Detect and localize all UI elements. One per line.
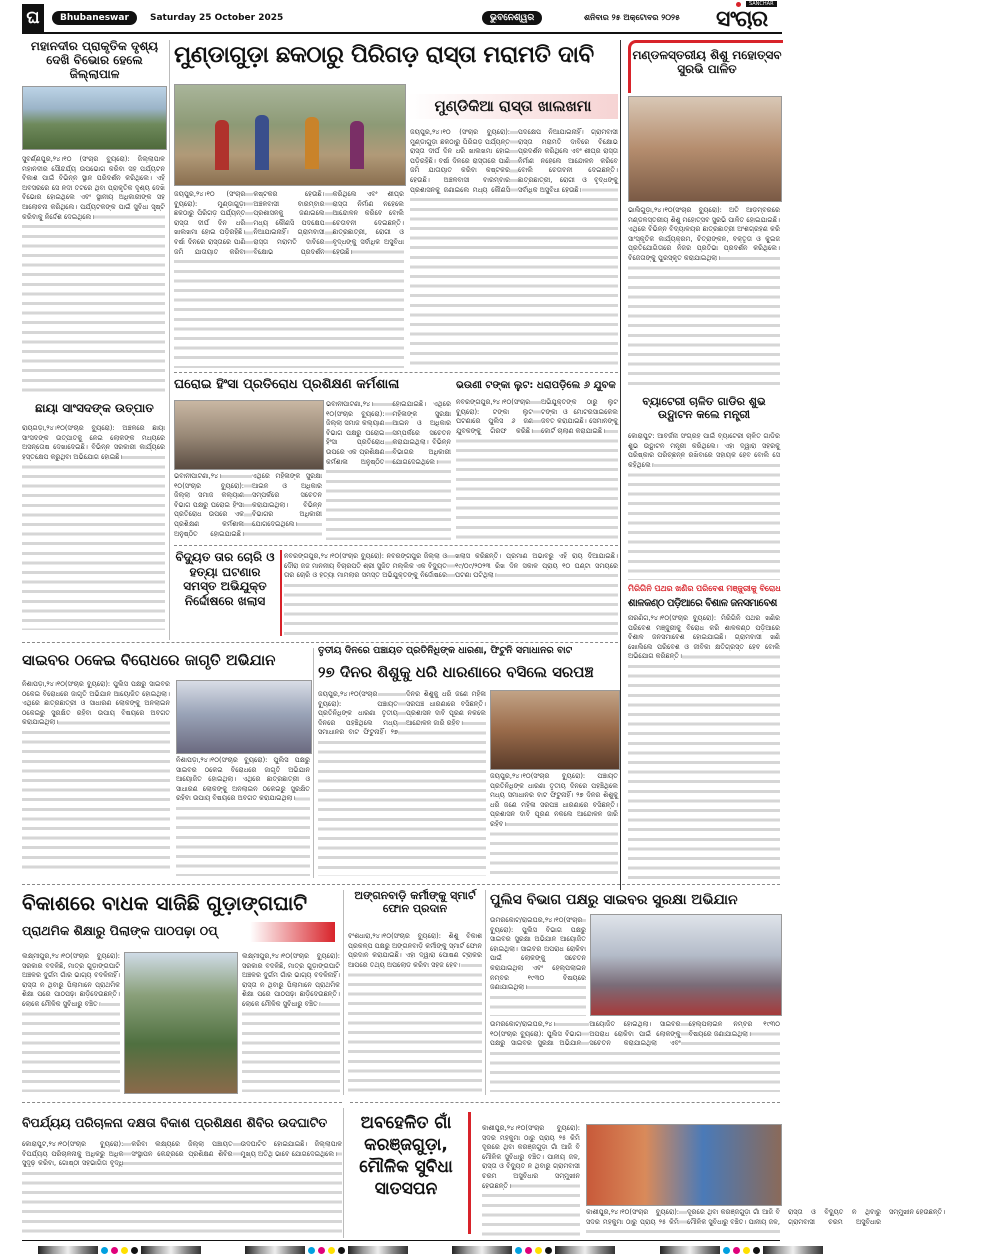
gharoi-photo	[174, 400, 324, 470]
biparjyay-body: କୋରାପୁଟ,୨୪।୧୦(ସଂଚାର ବ୍ୟୁରୋ): ବିପର୍ଯ୍ୟୟ ପରିଚାଳନାକୁ ଅଧିକରୁ ଅଧିକ ସୁଦୃଢ଼ କରିବା, ଗୋଷ୍ଠୀ ସହଭାଗିତା ବୃଦ୍ଧି କରିବା ଲକ୍ଷ୍ୟରେ ଜିଲ୍ଲା ପଞ୍ଚାୟତ ସଂସ୍ଥାପନ କେନ୍ଦ୍ରରେ ପ୍ରଶିକ୍ଷଣ ଶିବିର ଉଦଘାଟିତ ହୋଇଯାଇଛି। ଜିଲ୍ଲାପାଳ ମୁଖ୍ୟ ଅତିଥି ଭାବେ ଯୋଗଦେଇଥିଲେ।	[22, 1140, 342, 1236]
date-en: Saturday 25 October 2025	[150, 13, 284, 23]
main-photo	[174, 84, 406, 186]
cyber-photo	[176, 680, 312, 754]
gudanga-subhead: ପ୍ରାଥମିକ ଶିକ୍ଷାରୁ ପିଲାଙ୍କ ପାଠପଢ଼ା ଠପ୍	[22, 923, 218, 938]
shishu-body: ଭାଲିଗୁଡ଼ା,୨୪।୧୦(ସଂଚାର ବ୍ୟୁରୋ): ଅତି ଆଡ଼ମ୍ବରରେ ମଣ୍ଡଳସ୍ତରୀୟ ଶିଶୁ ମହୋତ୍ସବ ସୁରଭି ପାଳିତ ହୋଇଯାଇଛି। ଏଥିରେ ବିଭିନ୍ନ ବିଦ୍ୟାଳୟର ଛାତ୍ରଛାତ୍ରୀ ଅଂଶଗ୍ରହଣ କରି ସାଂସ୍କୃତିକ କାର୍ଯ୍ୟକ୍ରମ, ଚିତ୍ରାଙ୍କନ, ବକ୍ତୃତା ଓ କୁଇଜ ପ୍ରତିଯୋଗିତାରେ ନିଜର ପ୍ରତିଭା ପ୍ରଦର୍ଶନ କରିଥିଲେ। ବିଜେତାଙ୍କୁ ପୁରସ୍କୃତ କରାଯାଇଥିଲା।	[628, 206, 780, 391]
mirigini-headline: ଶାଳକଣ୍ଠ ପଡ଼ିଆରେ ବିଶାଳ ଜନସମାବେଶ	[628, 598, 777, 609]
karanja-headline: ଅବହେଳିତ ଗାଁ କରଞ୍ଜଗୁଡ଼ା, ମୌଳିକ ସୁବିଧା ସାତସପନ	[350, 1112, 471, 1234]
dharana-photo	[490, 690, 620, 770]
anganwadi-body: ବଂଶଧାରା,୨୪।୧୦(ସଂଚାର ବ୍ୟୁରୋ): ଶିଶୁ ବିକାଶ ପ୍ରକଳ୍ପ ପକ୍ଷରୁ ଅଙ୍ଗନବାଡ଼ି କର୍ମୀଙ୍କୁ ସ୍ମାର୍ଟ ଫୋନ ପ୍ରଦାନ କରାଯାଇଛି। ଏହା ଦ୍ୱାରା ପୋଷଣ ଟ୍ରାକର ଆପରେ ତଥ୍ୟ ଅପଲୋଡ କରିବା ସହଜ ହେବ।	[348, 932, 482, 1092]
chhaya-body: ରାୟଗଡ଼ା,୨୪।୧୦(ସଂଚାର ବ୍ୟୁରୋ): ଅଞ୍ଚଳରେ ଛାୟା ସାଂସଦଙ୍କ ଉତ୍ପାତକୁ ନେଇ ଲୋକଙ୍କ ମଧ୍ୟରେ ଅସନ୍ତୋଷ ଦେଖାଦେଇଛି। ବିଭିନ୍ନ ସରକାରୀ କାର୍ଯ୍ୟରେ ହସ୍ତକ୍ଷେପ କରୁଥିବା ଅଭିଯୋଗ ହୋଇଛି।	[22, 424, 165, 630]
gharoi-headline: ଘରୋଇ ହିଂସା ପ୍ରତିରୋଧ ପ୍ରଶିକ୍ଷଣ କର୍ମଶାଳା	[174, 377, 400, 392]
battery-body: କୋରାପୁଟ: ଆବର୍ଜନା ସଂଗ୍ରହ ପାଇଁ ବ୍ୟାଟେରୀ ଚାଳିତ ଗାଡିର ଶୁଭ ଉଦ୍ଘାଟନ ମନ୍ତ୍ରୀ କରିଥିଲେ। ଏହା ଦ୍ୱାରା ସହରକୁ ପରିଷ୍କାର ପରିଚ୍ଛନ୍ନ ରଖିବାରେ ସହାୟକ ହେବ ବୋଲି ସେ କହିଥିଲେ।	[628, 432, 780, 580]
gharoi-body-lower: ଭବାନୀପାଟଣା,୨୪।୧୦(ସଂଚାର ବ୍ୟୁରୋ): ଜିଲ୍ଲା ସମାଜ କଲ୍ୟାଣ ବିଭାଗ ପକ୍ଷରୁ ଘରୋଇ ହିଂସା ପ୍ରତିରୋଧ ଉପରେ ଏକ ପ୍ରଶିକ୍ଷଣ କର୍ମଶାଳା ଅନୁଷ୍ଠିତ ହୋଇଯାଇଛି। ଏଥିରେ ମହିଳାଙ୍କ ସୁରକ୍ଷା ଆଇନ ଓ ଅଧିକାର ସମ୍ପର୍କରେ ସଚେତନ କରାଯାଇଥିଲା। ବିଭିନ୍ନ ବିଭାଗର ଅଧିକାରୀ ଯୋଗଦେଇଥିଲେ।	[174, 472, 322, 540]
bidyut-body: ନବରଙ୍ଗପୁର,୨୪।୧୦(ସଂଚାର ବ୍ୟୁରୋ): ନବରଙ୍ଗପୁର ଜିଲ୍ଲା ଓ ଦୌରା ଜଜ ମାନନୀୟ ବିଚାରପତି ଶ୍ରୀ ସୁଜିତ ମଲ୍ଲିକ ଏକ ବିଦ୍ୟୁତ ତାର ଚୋରି ଓ ହତ୍ୟା ମାମଲାର ସମସ୍ତ ଅଭିଯୁକ୍ତଙ୍କୁ ନିର୍ଦ୍ଦୋଷରେ ଖଲାସ କରିଛନ୍ତି। ପ୍ରମାଣ ଅଭାବରୁ ଏହି ରାୟ ଦିଆଯାଇଛି। ୧୯/୦୯/୨୦୨୩ ରିଖ ଦିନ ସକାଳ ପ୍ରାୟ ୧୦ ଘଣ୍ଟା ସମୟରେ ଘଟଣା ଘଟିଥିଲା।	[284, 552, 618, 636]
biparjyay-headline: ବିପର୍ଯ୍ୟୟ ପରିଚାଳନା ଦକ୍ଷତା ବିକାଶ ପ୍ରଶିକ୍ଷଣ ଶିବିର ଉଦଘାଟିତ	[22, 1115, 328, 1130]
dharana-headline: ୨୭ ଦିନର ଶିଶୁକୁ ଧରି ଧାରଣାରେ ବସିଲେ ସରପଞ୍ଚ	[318, 663, 594, 681]
police-headline: ପୁଲିସ ବିଭାଗ ପକ୍ଷରୁ ସାଇବର ସୁରକ୍ଷା ଅଭିଯାନ	[490, 892, 738, 908]
cyber-body-left: ନିଶାପଡ଼ା,୨୪।୧୦(ସଂଚାର ବ୍ୟୁରୋ): ପୁଲିସ ପକ୍ଷରୁ ସାଇବର ଠକେଇ ବିରୋଧରେ ଜାଗୃତି ଅଭିଯାନ ଆୟୋଜିତ ହୋଇଥିଲା। ଏଥିରେ ଛାତ୍ରଛାତ୍ରୀ ଓ ସାଧାରଣ ଲୋକଙ୍କୁ ଅନଲାଇନ ଠକେଇରୁ ସୁରକ୍ଷିତ ରହିବା ଉପାୟ ବିଷୟରେ ଅବଗତ କରାଯାଇଥିଲା।	[22, 680, 170, 875]
bidyut-headline: ବିଦ୍ୟୁତ ତାର ଚୋରି ଓ ହତ୍ୟା ଘଟଣାର ସମସ୍ତ ଅଭିଯୁକ୍ତ ନିର୍ଦ୍ଦୋଷରେ ଖଲାସ	[174, 550, 282, 636]
logo: ସଂଚାର	[716, 7, 768, 32]
date-or: ଶନିବାର ୨୫ ଅକ୍ଟୋବର ୨୦୨୫	[584, 13, 681, 22]
logo-small: SANCHAR	[746, 1, 777, 7]
gudanga-headline: ବିକାଶରେ ବାଧକ ସାଜିଛି ଗୁଡ଼ାଙ୍ଗଘାଟି	[22, 891, 308, 915]
masthead	[22, 1, 782, 34]
police-photo	[590, 914, 782, 1016]
main-body-left: ଜୟପୁର,୨୪।୧୦ (ସଂଚାର ବ୍ୟୁରୋ): ମୁଣ୍ଡାଗୁଡ଼ା ଛକଠାରୁ ପିରିଗଡ଼ ପର୍ଯ୍ୟନ୍ତ ରାସ୍ତା ଦୀର୍ଘ ଦିନ ଧରି ଖାଲଖମା ହୋଇ ପଡ଼ିରହିଛି। ବର୍ଷା ଦିନରେ ରାସ୍ତାରେ ପାଣି ଜମି ଯାତାୟାତ କରିବା କଷ୍ଟକର ହେଉଛି। ଅଞ୍ଚଳବାସୀ ବାରମ୍ବାର ପ୍ରଶାସନକୁ ଜଣାଇଲେ ମଧ୍ୟ କୌଣସି ପଦକ୍ଷେପ ନିଆଯାଇନାହିଁ। ଗ୍ରାମବାସୀ ରାସ୍ତା ମରାମତି ଦାବିରେ ବିକ୍ଷୋଭ ପ୍ରଦର୍ଶନ କରିଥିଲେ ଏବଂ ଶୀଘ୍ର ରାସ୍ତା ନିର୍ମାଣ ନହେଲେ ଆନ୍ଦୋଳନ କରିବେ ବୋଲି ଚେତାବନୀ ଦେଇଛନ୍ତି। ଛାତ୍ରଛାତ୍ରୀ, ରୋଗୀ ଓ ବୃଦ୍ଧଙ୍କୁ ସର୍ବାଧିକ ଅସୁବିଧା ହେଉଛି।	[174, 190, 404, 368]
battery-headline: ବ୍ୟାଟେରୀ ଚାଳିତ ଗାଡିର ଶୁଭ ଉଦ୍ଘାଟନ କଲେ ମନ୍ତ୍ରୀ	[642, 395, 766, 421]
gudanga-body-left: ଲକ୍ଷ୍ମୀପୁର,୨୪।୧୦(ସଂଚାର ବ୍ୟୁରୋ): ସରକାର ବଦଳିଛି, ମାତ୍ର ଗୁଡ଼ାଙ୍ଗଘାଟି ଅଞ୍ଚଳର ଦୁର୍ଗମ ଗାଁର ଭାଗ୍ୟ ବଦଳିନାହିଁ। ରାସ୍ତା ନ ଥିବାରୁ ପିଲାମାନେ ପ୍ରାଥମିକ ଶିକ୍ଷା ପରେ ପାଠପଢ଼ା ଛାଡ଼ିଦେଉଛନ୍ତି। ଲୋକେ ମୌଳିକ ସୁବିଧାରୁ ବଞ୍ଚିତ।	[22, 952, 120, 1092]
shishu-box	[628, 40, 783, 93]
footer-rule	[22, 1240, 780, 1241]
anganwadi-headline: ଅଙ୍ଗନବାଡ଼ି କର୍ମୀଙ୍କୁ ସ୍ମାର୍ଟ ଫୋନ ପ୍ରଦାନ	[354, 889, 476, 915]
karanja-body-left: କାଶୀପୁର,୨୪।୧୦(ସଂଚାର ବ୍ୟୁରୋ): ସଦର ମହକୁମା ଠାରୁ ପ୍ରାୟ ୨୫ କିମି ଦୂରରେ ଥିବା କରଞ୍ଜଗୁଡ଼ା ଗାଁ ଆଜି ବି ମୌଳିକ ସୁବିଧାରୁ ବଞ୍ଚିତ। ପାନୀୟ ଜଳ, ରାସ୍ତା ଓ ବିଦ୍ୟୁତ ନ ଥିବାରୁ ଗ୍ରାମବାସୀ ଚରମ ଅସୁବିଧାର ସମ୍ମୁଖୀନ ହେଉଛନ୍ତି।	[482, 1124, 580, 1236]
main-headline: ମୁଣ୍ଡାଗୁଡ଼ା ଛକଠାରୁ ପିରିଗଡ଼ ରାସ୍ତା ମରାମତି ଦାବି	[174, 42, 594, 68]
gharoi-body: ଭବାନୀପାଟଣା,୨୪।୧୦(ସଂଚାର ବ୍ୟୁରୋ): ଜିଲ୍ଲା ସମାଜ କଲ୍ୟାଣ ବିଭାଗ ପକ୍ଷରୁ ଘରୋଇ ହିଂସା ପ୍ରତିରୋଧ ଉପରେ ଏକ ପ୍ରଶିକ୍ଷଣ କର୍ମଶାଳା ଅନୁଷ୍ଠିତ ହୋଇଯାଇଛି। ଏଥିରେ ମହିଳାଙ୍କ ସୁରକ୍ଷା ଆଇନ ଓ ଅଧିକାର ସମ୍ପର୍କରେ ସଚେତନ କରାଯାଇଥିଲା। ବିଭିନ୍ନ ବିଭାଗର ଅଧିକାରୀ ଯୋଗଦେଇଥିଲେ।	[326, 400, 451, 540]
cyber-body-right: ନିଶାପଡ଼ା,୨୪।୧୦(ସଂଚାର ବ୍ୟୁରୋ): ପୁଲିସ ପକ୍ଷରୁ ସାଇବର ଠକେଇ ବିରୋଧରେ ଜାଗୃତି ଅଭିଯାନ ଆୟୋଜିତ ହୋଇଥିଲା। ଏଥିରେ ଛାତ୍ରଛାତ୍ରୀ ଓ ସାଧାରଣ ଲୋକଙ୍କୁ ଅନଲାଇନ ଠକେଇରୁ ସୁରକ୍ଷିତ ରହିବା ଉପାୟ ବିଷୟରେ ଅବଗତ କରାଯାଇଥିଲା।	[176, 756, 310, 876]
page-letter: ଘ	[22, 4, 44, 32]
color-registration-bar	[660, 1246, 823, 1254]
gudanga-body-right: ଲକ୍ଷ୍ମୀପୁର,୨୪।୧୦(ସଂଚାର ବ୍ୟୁରୋ): ସରକାର ବଦଳିଛି, ମାତ୍ର ଗୁଡ଼ାଙ୍ଗଘାଟି ଅଞ୍ଚଳର ଦୁର୍ଗମ ଗାଁର ଭାଗ୍ୟ ବଦଳିନାହିଁ। ରାସ୍ତା ନ ଥିବାରୁ ପିଲାମାନେ ପ୍ରାଥମିକ ଶିକ୍ଷା ପରେ ପାଠପଢ଼ା ଛାଡ଼ିଦେଉଛନ୍ତି। ଲୋକେ ମୌଳିକ ସୁବିଧାରୁ ବଞ୍ଚିତ।	[242, 952, 340, 1092]
gudanga-red-bar	[250, 922, 335, 942]
mahanadi-headline: ମହାନଦୀର ପ୍ରାକୃତିକ ଦୃଶ୍ୟ ଦେଖି ବିଭୋର ହେଲେ ଜିଲ୍ଲାପାଳ	[30, 39, 159, 81]
dharana-kicker: ତୃତୀୟ ଦିନରେ ପଞ୍ଚାୟତ ପ୍ରତିନିଧିଙ୍କ ଧାରଣା, ଫିଟୁନି ସମାଧାନର ବାଟ	[318, 645, 573, 656]
color-registration-bar	[38, 1246, 201, 1254]
dharana-body-left: ଜୟପୁର,୨୪।୧୦(ସଂଚାର ବ୍ୟୁରୋ): ପଞ୍ଚାୟତ ପ୍ରତିନିଧିଙ୍କ ଧାରଣା ତୃତୀୟ ଦିନରେ ପହଞ୍ଚିଥିଲେ ମଧ୍ୟ ସମାଧାନର ବାଟ ଫିଟୁନାହିଁ। ୨୭ ଦିନର ଶିଶୁକୁ ଧରି ଜଣେ ମହିଳା ସରପଞ୍ଚ ଧାରଣାରେ ବସିଛନ୍ତି। ପ୍ରଶାସନ ଦାବି ପୂରଣ ନକଲେ ଆନ୍ଦୋଳନ ଜାରି ରହିବ।	[318, 690, 486, 876]
mirigini-body: ନାରଣିଗ,୨୪।୧୦(ସଂଚାର ବ୍ୟୁରୋ): ମିରିଗିନି ପଥର ଖଣିର ପରିବେଶ ମଞ୍ଜୁରୀକୁ ବିରୋଧ କରି ଶାଳକଣ୍ଠ ପଡ଼ିଆରେ ବିଶାଳ ଜନସମାବେଶ ହୋଇଯାଇଛି। ଗ୍ରାମବାସୀ ଖଣି ଖୋଲିଲେ ପରିବେଶ ଓ ଜୀବିକା କ୍ଷତିଗ୍ରସ୍ତ ହେବ ବୋଲି ଅଭିଯୋଗ କରିଛନ୍ତି।	[628, 614, 780, 882]
main-body-right: ଜୟପୁର,୨୪।୧୦ (ସଂଚାର ବ୍ୟୁରୋ): ମୁଣ୍ଡାଗୁଡ଼ା ଛକଠାରୁ ପିରିଗଡ଼ ପର୍ଯ୍ୟନ୍ତ ରାସ୍ତା ଦୀର୍ଘ ଦିନ ଧରି ଖାଲଖମା ହୋଇ ପଡ଼ିରହିଛି। ବର୍ଷା ଦିନରେ ରାସ୍ତାରେ ପାଣି ଜମି ଯାତାୟାତ କରିବା କଷ୍ଟକର ହେଉଛି। ଅଞ୍ଚଳବାସୀ ବାରମ୍ବାର ପ୍ରଶାସନକୁ ଜଣାଇଲେ ମଧ୍ୟ କୌଣସି ପଦକ୍ଷେପ ନିଆଯାଇନାହିଁ। ଗ୍ରାମବାସୀ ରାସ୍ତା ମରାମତି ଦାବିରେ ବିକ୍ଷୋଭ ପ୍ରଦର୍ଶନ କରିଥିଲେ ଏବଂ ଶୀଘ୍ର ରାସ୍ତା ନିର୍ମାଣ ନହେଲେ ଆନ୍ଦୋଳନ କରିବେ ବୋଲି ଚେତାବନୀ ଦେଇଛନ୍ତି। ଛାତ୍ରଛାତ୍ରୀ, ରୋଗୀ ଓ ବୃଦ୍ଧଙ୍କୁ ସର୍ବାଧିକ ଅସୁବିଧା ହେଉଛି।	[410, 128, 618, 368]
cyber-headline: ସାଇବର ଠକେଇ ବିରୋଧରେ ଜାଗୃତି ଅଭିଯାନ	[22, 651, 276, 669]
gudanga-photo	[124, 952, 238, 1094]
shishu-headline: ମଣ୍ଡଳସ୍ତରୀୟ ଶିଶୁ ମହୋତ୍ସବ ସୁରଭି ପାଳିତ	[632, 48, 782, 76]
police-body-bottom: ଉମରକୋଟ/ରାଇଘର,୨୪।୧୦(ସଂଚାର ବ୍ୟୁରୋ): ପୁଲିସ ବିଭାଗ ପକ୍ଷରୁ ସାଇବର ସୁରକ୍ଷା ଅଭିଯାନ ଆୟୋଜିତ ହୋଇଥିଲା। ସାଇବର ଅପରାଧ ରୋକିବା ପାଇଁ ଲୋକଙ୍କୁ ସଚେତନ କରାଯାଇଥିଲା ଏବଂ ହେଲ୍ପଲାଇନ ନମ୍ବର ୧୯୩୦ ବିଷୟରେ ଜଣାଯାଇଥିଲା।	[490, 1020, 780, 1092]
color-registration-bar	[452, 1246, 615, 1254]
mahanadi-body: ସୁବର୍ଣ୍ଣପୁର,୨୪।୧୦ (ସଂଚାର ବ୍ୟୁରୋ): ଜିଲ୍ଲାପାଳ ମହାନଦୀର ସୌନ୍ଦର୍ଯ୍ୟ ଉପଭୋଗ କରିବା ସହ ପର୍ଯ୍ୟଟନ ବିକାଶ ପାଇଁ ବିଭିନ୍ନ ସ୍ଥାନ ପରିଦର୍ଶନ କରିଥିଲେ। ଏହି ଅବସରରେ ସେ ନଦୀ ତଟରେ ଥିବା ପ୍ରାକୃତିକ ଦୃଶ୍ୟ ଦେଖି ବିଭୋର ହୋଇଥିଲେ ଏବଂ ସ୍ଥାନୀୟ ଅଧିକାରୀଙ୍କ ସହ ଆଲୋଚନା କରିଥିଲେ। ପର୍ଯ୍ୟଟକଙ୍କ ପାଇଁ ସୁବିଧା ସୃଷ୍ଟି କରିବାକୁ ନିର୍ଦ୍ଦେଶ ଦେଇଥିଲେ।	[22, 155, 165, 395]
police-body-top: ଉମରକୋଟ/ରାଇଘର,୨୪।୧୦(ସଂଚାର ବ୍ୟୁରୋ): ପୁଲିସ ବିଭାଗ ପକ୍ଷରୁ ସାଇବର ସୁରକ୍ଷା ଅଭିଯାନ ଆୟୋଜିତ ହୋଇଥିଲା। ସାଇବର ଅପରାଧ ରୋକିବା ପାଇଁ ଲୋକଙ୍କୁ ସଚେତନ କରାଯାଇଥିଲା ଏବଂ ହେଲ୍ପଲାଇନ ନମ୍ବର ୧୯୩୦ ବିଷୟରେ ଜଣାଯାଇଥିଲା।	[490, 916, 586, 1016]
city-en-badge: Bhubaneswar	[52, 11, 137, 25]
dharana-body-right: ଜୟପୁର,୨୪।୧୦(ସଂଚାର ବ୍ୟୁରୋ): ପଞ୍ଚାୟତ ପ୍ରତିନିଧିଙ୍କ ଧାରଣା ତୃତୀୟ ଦିନରେ ପହଞ୍ଚିଥିଲେ ମଧ୍ୟ ସମାଧାନର ବାଟ ଫିଟୁନାହିଁ। ୨୭ ଦିନର ଶିଶୁକୁ ଧରି ଜଣେ ମହିଳା ସରପଞ୍ଚ ଧାରଣାରେ ବସିଛନ୍ତି। ପ୍ରଶାସନ ଦାବି ପୂରଣ ନକଲେ ଆନ୍ଦୋଳନ ଜାରି ରହିବ।	[490, 772, 618, 876]
mirigini-kicker: ମିରିଗିନି ପଥର ଖଣିର ପରିବେଶ ମଞ୍ଜୁରୀକୁ ବିରୋଧ	[628, 584, 781, 593]
color-registration-bar	[245, 1246, 408, 1254]
logo-red-dot	[736, 2, 741, 7]
mahanadi-photo	[22, 86, 167, 150]
shishu-photo	[628, 96, 782, 202]
karanja-body-right: କାଶୀପୁର,୨୪।୧୦(ସଂଚାର ବ୍ୟୁରୋ): ସଦର ମହକୁମା ଠାରୁ ପ୍ରାୟ ୨୫ କିମି ଦୂରରେ ଥିବା କରଞ୍ଜଗୁଡ଼ା ଗାଁ ଆଜି ବି ମୌଳିକ ସୁବିଧାରୁ ବଞ୍ଚିତ। ପାନୀୟ ଜଳ, ରାସ୍ତା ଓ ବିଦ୍ୟୁତ ନ ଥିବାରୁ ଗ୍ରାମବାସୀ ଚରମ ଅସୁବିଧାର ସମ୍ମୁଖୀନ ହେଉଛନ୍ତି।	[586, 1208, 780, 1236]
city-or-badge: ଭୁବନେଶ୍ୱର	[482, 11, 542, 25]
bhauni-headline: ଭଉଣୀ ଟଙ୍କା ଲୁଟ: ଧରାପଡ଼ିଲେ ୬ ଯୁବକ	[456, 380, 616, 391]
main-subhead: ମୁଣ୍ଡିକିଆ ରାସ୍ତା ଖାଲଖମା	[408, 94, 618, 119]
bhauni-body: ନବରଙ୍ଗପୁର,୨୪।୧୦(ସଂଚାର ବ୍ୟୁରୋ): ଟଙ୍କା ଲୁଟ ଘଟଣାରେ ପୁଲିସ ୬ ଜଣ ଯୁବକଙ୍କୁ ଗିରଫ କରିଛି। ଅଭିଯୁକ୍ତଙ୍କ ଠାରୁ ଲୁଟ ଟଙ୍କା ଓ ମୋଟରସାଇକେଲ ଜବତ କରାଯାଇଛି। ସେମାନଙ୍କୁ କୋର୍ଟ ଚାଲାଣ କରାଯାଇଛି।	[456, 398, 618, 540]
karanja-photo	[586, 1124, 782, 1206]
chhaya-headline: ଛାୟା ସାଂସଦଙ୍କ ଉତ୍ପାତ	[35, 401, 154, 415]
